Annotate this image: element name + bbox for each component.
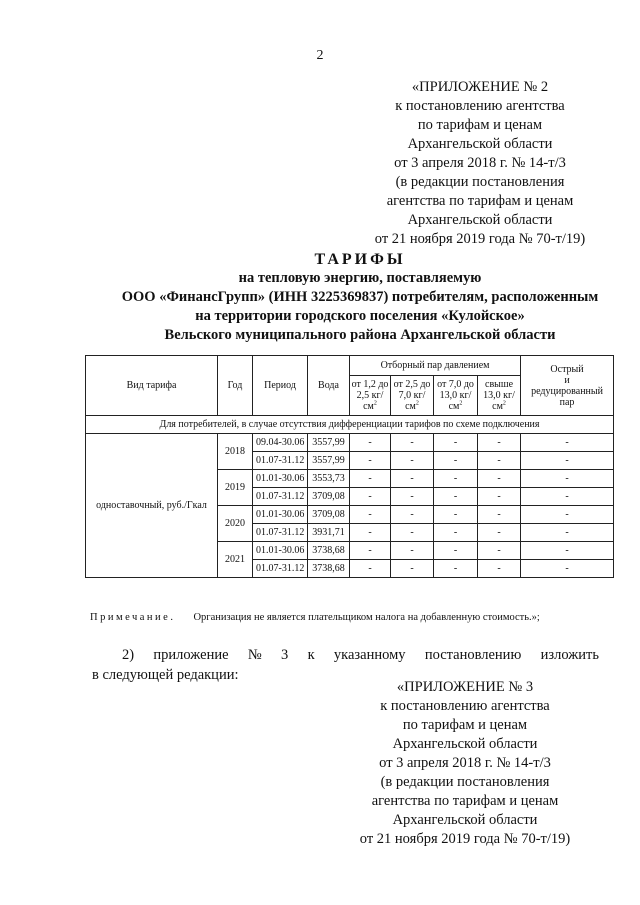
- tariff-title-line: ООО «ФинансГрупп» (ИНН 3225369837) потребителям, расположенным: [121, 289, 599, 305]
- tariff-title-line: на тепловую энергию, поставляемую: [238, 270, 482, 286]
- year-cell: 2020: [218, 506, 253, 542]
- header-steam-4: [478, 376, 521, 416]
- header-steam-group: Отборный пар давлением: [350, 356, 521, 376]
- dash-cell: -: [391, 506, 434, 524]
- header-year: Год: [218, 356, 253, 416]
- tariff-heading: ТАРИФЫ: [314, 251, 406, 268]
- dash-cell: -: [434, 524, 478, 542]
- dash-cell: -: [434, 452, 478, 470]
- dash-cell: -: [478, 524, 521, 542]
- tariff-label-cell: одноставочный, руб./Гкал: [86, 434, 218, 578]
- dash-cell: -: [434, 506, 478, 524]
- dash-cell: -: [478, 560, 521, 578]
- header-period: Период: [253, 356, 308, 416]
- dash-cell: -: [434, 488, 478, 506]
- year-cell: 2018: [218, 434, 253, 470]
- period-cell: 01.07-31.12: [253, 488, 308, 506]
- appendix-3-line: по тарифам и ценам: [402, 717, 528, 733]
- dash-cell: -: [521, 452, 614, 470]
- header-sharp-line: редуцированный: [531, 385, 603, 397]
- dash-cell: -: [521, 524, 614, 542]
- appendix-3-header: [320, 678, 610, 849]
- header-tariff-type: Вид тарифа: [86, 356, 218, 416]
- water-cell: 3553,73: [308, 470, 350, 488]
- appendix-3-line: «ПРИЛОЖЕНИЕ № 3: [396, 679, 534, 695]
- appendix-3-line: от 3 апреля 2018 г. № 14-т/3: [379, 755, 551, 771]
- dash-cell: -: [521, 506, 614, 524]
- paragraph-word: изложить: [540, 647, 599, 663]
- paragraph-word: указанному: [333, 647, 406, 663]
- appendix-2-line: от 3 апреля 2018 г. № 14-т/3: [394, 155, 566, 171]
- header-sharp-line: и: [564, 374, 570, 386]
- superscript: 2: [502, 400, 506, 407]
- appendix-3-line: Архангельской области: [392, 736, 538, 752]
- period-cell: 01.07-31.12: [253, 524, 308, 542]
- dash-cell: -: [350, 560, 391, 578]
- period-cell: 01.07-31.12: [253, 560, 308, 578]
- paragraph-word: 2): [122, 647, 135, 663]
- header-steam-2-text: от 2,5 до 7,0 кг/см: [393, 379, 431, 412]
- dash-cell: -: [350, 524, 391, 542]
- header-steam-3: [434, 376, 478, 416]
- dash-cell: -: [434, 560, 478, 578]
- appendix-2-line: по тарифам и ценам: [417, 117, 543, 133]
- header-sharp-line: пар: [559, 396, 575, 408]
- period-cell: 01.01-30.06: [253, 470, 308, 488]
- year-cell: 2019: [218, 470, 253, 506]
- header-water: Вода: [308, 356, 350, 416]
- header-steam-1: [350, 376, 391, 416]
- appendix-2-line: к постановлению агентства: [395, 98, 565, 114]
- dash-cell: -: [391, 470, 434, 488]
- dash-cell: -: [521, 488, 614, 506]
- dash-cell: -: [350, 506, 391, 524]
- header-sharp-steam: [521, 356, 614, 416]
- period-cell: 01.07-31.12: [253, 452, 308, 470]
- note-text: Организация не является плательщиком налога на добавленную стоимость.»;: [193, 612, 540, 623]
- section-title-row: Для потребителей, в случае отсутствия дифференциации тарифов по схеме подключения: [86, 416, 614, 434]
- appendix-3-line: агентства по тарифам и ценам: [371, 793, 559, 809]
- paragraph-line: в следующей редакции:: [92, 667, 239, 683]
- dash-cell: -: [478, 434, 521, 452]
- water-cell: 3738,68: [308, 542, 350, 560]
- header-steam-3-text: от 7,0 до 13,0 кг/см: [437, 379, 474, 412]
- note-label: Примечание.: [90, 612, 176, 623]
- appendix-3-line: (в редакции постановления: [380, 774, 550, 790]
- water-cell: 3931,71: [308, 524, 350, 542]
- paragraph-word: 3: [281, 647, 289, 663]
- tariff-table: [85, 355, 614, 578]
- paragraph-word: постановлению: [424, 647, 522, 663]
- water-cell: 3709,08: [308, 488, 350, 506]
- dash-cell: -: [434, 434, 478, 452]
- header-sharp-line: Острый: [550, 363, 584, 375]
- appendix-3-line: от 21 ноября 2019 года № 70-т/19): [359, 831, 571, 847]
- dash-cell: -: [478, 488, 521, 506]
- dash-cell: -: [350, 452, 391, 470]
- dash-cell: -: [478, 452, 521, 470]
- dash-cell: -: [521, 470, 614, 488]
- dash-cell: -: [478, 506, 521, 524]
- dash-cell: -: [391, 560, 434, 578]
- appendix-2-line: Архангельской области: [407, 136, 553, 152]
- appendix-3-line: Архангельской области: [392, 812, 538, 828]
- header-steam-2: [391, 376, 434, 416]
- appendix-2-line: агентства по тарифам и ценам: [386, 193, 574, 209]
- header-steam-1-text: от 1,2 до 2,5 кг/см: [351, 379, 389, 412]
- appendix-2-line: (в редакции постановления: [395, 174, 565, 190]
- header-steam-4-text: свыше 13,0 кг/см: [483, 379, 515, 412]
- period-cell: 01.01-30.06: [253, 542, 308, 560]
- superscript: 2: [415, 400, 419, 407]
- note: [90, 612, 540, 623]
- dash-cell: -: [350, 434, 391, 452]
- appendix-2-header: [335, 78, 625, 249]
- table-row: [86, 434, 614, 452]
- dash-cell: -: [391, 434, 434, 452]
- water-cell: 3557,99: [308, 452, 350, 470]
- superscript: 2: [373, 400, 377, 407]
- dash-cell: -: [521, 434, 614, 452]
- tariff-title: [60, 250, 640, 345]
- appendix-2-line: от 21 ноября 2019 года № 70-т/19): [374, 231, 586, 247]
- superscript: 2: [459, 400, 463, 407]
- dash-cell: -: [391, 452, 434, 470]
- paragraph-word: №: [247, 647, 262, 663]
- dash-cell: -: [521, 542, 614, 560]
- paragraph-word: к: [307, 647, 315, 663]
- dash-cell: -: [391, 488, 434, 506]
- water-cell: 3709,08: [308, 506, 350, 524]
- dash-cell: -: [478, 470, 521, 488]
- dash-cell: -: [391, 524, 434, 542]
- period-cell: 09.04-30.06: [253, 434, 308, 452]
- period-cell: 01.01-30.06: [253, 506, 308, 524]
- tariff-title-line: Вельского муниципального района Архангельской области: [164, 327, 556, 343]
- dash-cell: -: [350, 488, 391, 506]
- dash-cell: -: [434, 470, 478, 488]
- dash-cell: -: [350, 470, 391, 488]
- page-number: 2: [316, 48, 324, 63]
- water-cell: 3557,99: [308, 434, 350, 452]
- dash-cell: -: [478, 542, 521, 560]
- year-cell: 2021: [218, 542, 253, 578]
- dash-cell: -: [350, 542, 391, 560]
- paragraph-line: [92, 645, 599, 665]
- dash-cell: -: [391, 542, 434, 560]
- appendix-3-line: к постановлению агентства: [380, 698, 550, 714]
- appendix-2-line: Архангельской области: [407, 212, 553, 228]
- tariff-title-line: на территории городского поселения «Кулойское»: [195, 308, 525, 324]
- dash-cell: -: [434, 542, 478, 560]
- dash-cell: -: [521, 560, 614, 578]
- paragraph-word: приложение: [153, 647, 229, 663]
- water-cell: 3738,68: [308, 560, 350, 578]
- appendix-2-line: «ПРИЛОЖЕНИЕ № 2: [411, 79, 549, 95]
